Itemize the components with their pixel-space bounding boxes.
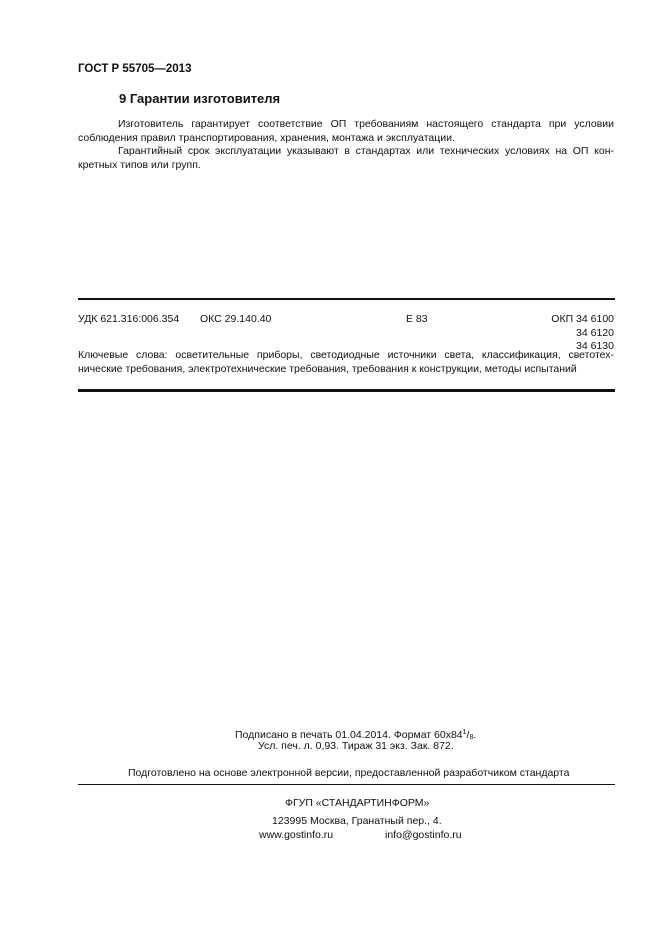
prepared-note: Подготовлено на основе электронной версии, предоставленной разработчиком стандарта bbox=[128, 767, 570, 779]
bottom-rule bbox=[78, 389, 615, 392]
paragraph-line: кретных типов или групп. bbox=[78, 158, 201, 171]
oks-code: ОКС 29.140.40 bbox=[200, 313, 272, 325]
document-header: ГОСТ Р 55705—2013 bbox=[78, 63, 192, 75]
imprint-rule bbox=[78, 784, 615, 785]
paragraph-line: Гарантийный срок эксплуатации указывают в стандартах или технических условиях на ОП кон- bbox=[118, 145, 614, 157]
udk-code: УДК 621.316:006.354 bbox=[78, 313, 180, 325]
publisher-name: ФГУП «СТАНДАРТИНФОРМ» bbox=[285, 797, 430, 809]
okp-codes bbox=[551, 313, 614, 354]
okp-code: 34 6120 bbox=[576, 326, 614, 339]
keywords bbox=[78, 349, 614, 376]
okp-code: 34 6130 bbox=[576, 340, 614, 352]
signed-end: . bbox=[473, 729, 477, 741]
keywords-line: Ключевые слова: осветительные приборы, светодиодные источники света, классификация, светотех- bbox=[78, 349, 614, 361]
format-numerator: 1 bbox=[462, 729, 467, 736]
e-code: Е 83 bbox=[406, 313, 428, 325]
paragraph-line: Изготовитель гарантирует соответствие ОП требованиям настоящего стандарта при условии bbox=[118, 118, 614, 130]
publisher-site: www.gostinfo.ru bbox=[259, 829, 334, 841]
print-info: Усл. печ. л. 0,93. Тираж 31 экз. Зак. 872. bbox=[258, 740, 454, 752]
paragraph-warranty bbox=[78, 118, 614, 145]
signed-text: Подписано в печать 01.04.2014. Формат 60x84 bbox=[235, 729, 463, 741]
paragraph-warranty-period bbox=[78, 145, 614, 172]
publisher-address: 123995 Москва, Гранатный пер., 4. bbox=[272, 815, 442, 827]
okp-code: ОКП 34 6100 bbox=[551, 313, 614, 325]
top-rule bbox=[78, 298, 615, 300]
publisher-email: info@gostinfo.ru bbox=[385, 829, 462, 841]
paragraph-line: соблюдения правил транспортирования, хранения, монтажа и эксплуатации. bbox=[78, 131, 455, 144]
keywords-line: нические требования, электротехнические требования, требования к конструкции, методы испытаний bbox=[78, 362, 577, 375]
signed-for-print: Подписано в печать 01.04.2014. Формат $60x84^1/_8$. bbox=[235, 729, 477, 741]
section-title: 9 Гарантии изготовителя bbox=[119, 91, 281, 106]
format-denominator: 8 bbox=[469, 734, 474, 741]
